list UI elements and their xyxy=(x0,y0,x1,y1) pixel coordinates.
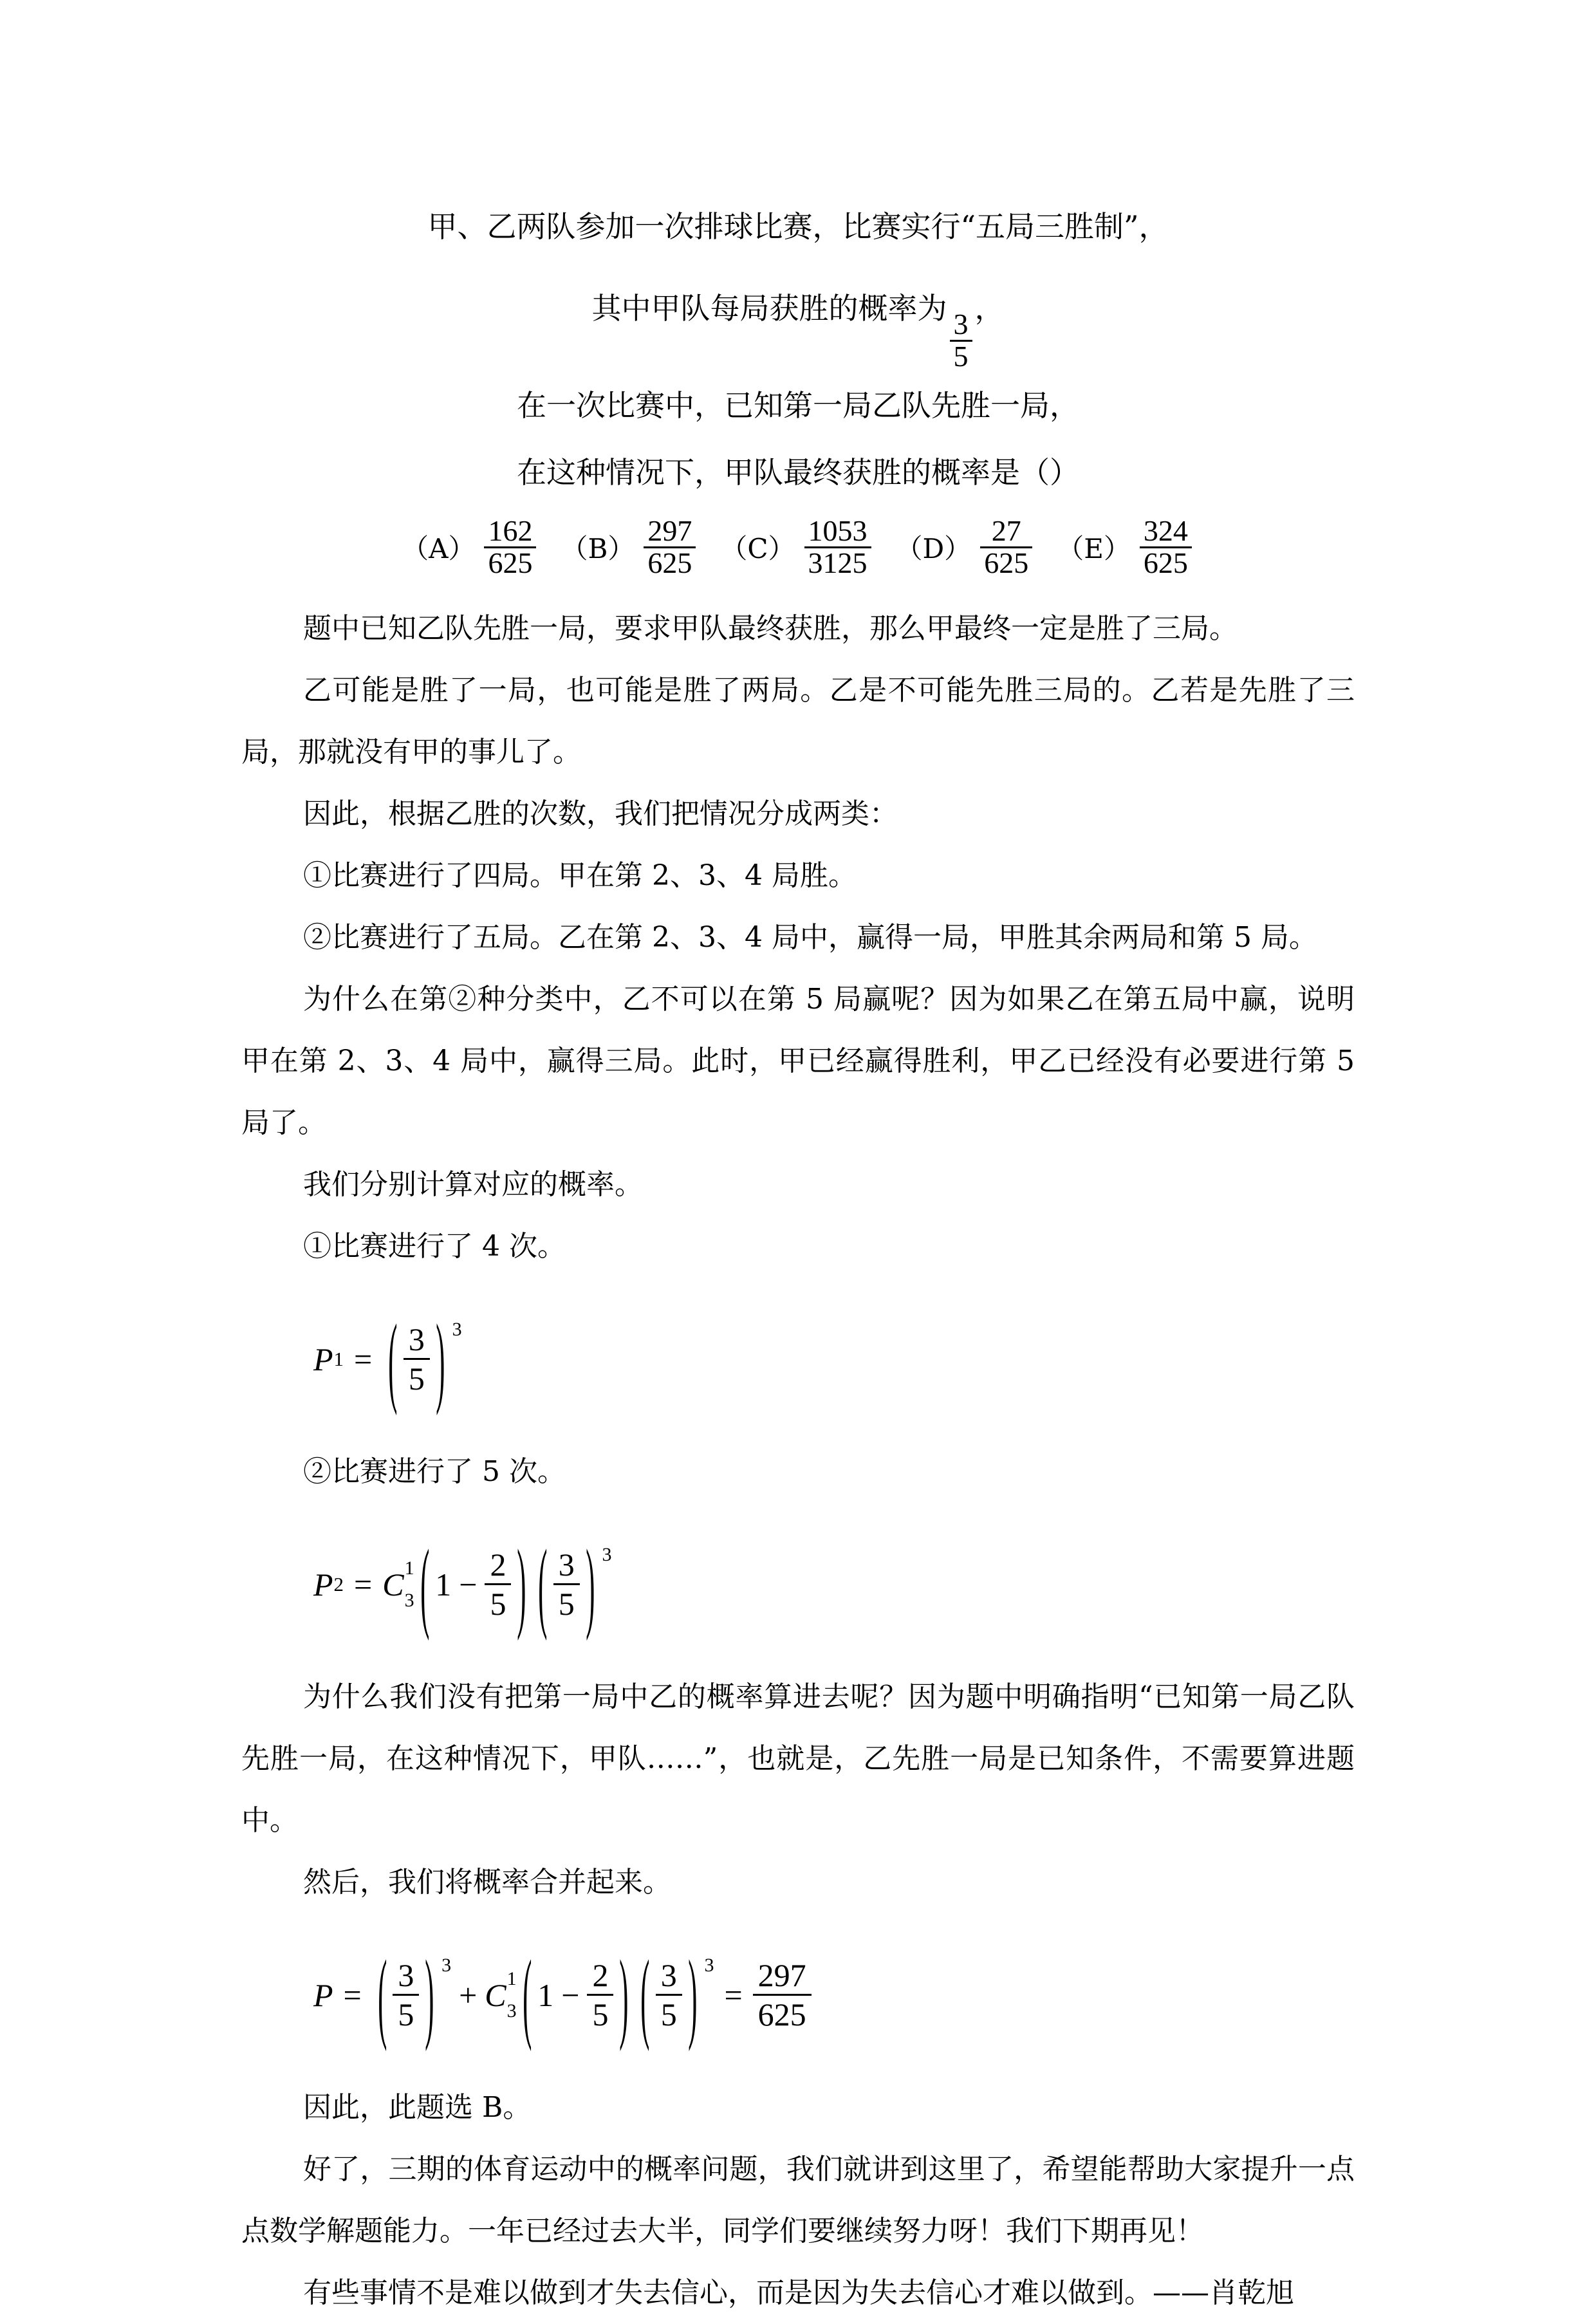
formula-p-result-fraction xyxy=(753,1958,812,2032)
formula-p2-one: 1 xyxy=(435,1566,452,1603)
formula-p-fraction-2 xyxy=(656,1958,682,2032)
formula-p-minus: − xyxy=(561,1976,580,2013)
formula-p-fraction-0-denominator: 5 xyxy=(393,1994,419,2032)
formula-p-combination xyxy=(485,1969,516,2021)
formula-p2-variable: P xyxy=(313,1566,333,1603)
formula-p1-fraction xyxy=(404,1323,430,1396)
option-d-label: （D） xyxy=(895,533,972,565)
formula-p2-minus: − xyxy=(459,1566,478,1603)
formula-p2-fraction-2 xyxy=(553,1548,580,1621)
paragraph-closing: 好了，三期的体育运动中的概率问题，我们就讲到这里了，希望能帮助大家提升一点点数学解题能力。一年已经过去大半，同学们要继续努力呀！我们下期再见！ xyxy=(241,2152,1355,2247)
formula-p2-c-indices xyxy=(405,1559,414,1610)
formula-p1-subscript: 1 xyxy=(333,1347,344,1370)
problem-statement xyxy=(241,193,1355,506)
formula-p-fraction-1-numerator: 2 xyxy=(592,1957,609,1993)
formula-p1-parenthesized xyxy=(382,1302,450,1416)
formula-p2-second-group xyxy=(532,1527,600,1641)
formula-p2-power-group xyxy=(532,1527,612,1641)
formula-p-equals-1: = xyxy=(343,1976,362,2013)
formula-p2-fraction-1 xyxy=(485,1548,511,1621)
left-paren-icon: ( xyxy=(377,1938,387,2052)
problem-line-1-text: 甲、乙两队参加一次排球比赛，比赛实行“五局三胜制”， xyxy=(427,209,1169,244)
formula-p2-c-lower: 3 xyxy=(404,1589,414,1611)
option-d-fraction xyxy=(980,516,1032,579)
paragraph-1: 题中已知乙队先胜一局，要求甲队最终获胜，那么甲最终一定是胜了三局。 xyxy=(303,611,1238,645)
option-b-fraction xyxy=(644,516,696,579)
formula-p-group-0 xyxy=(372,1938,440,2052)
right-paren-icon: ) xyxy=(517,1527,526,1641)
option-c-fraction xyxy=(804,516,871,579)
formula-p2-c-letter: C xyxy=(382,1566,404,1603)
paragraph-2: 乙可能是胜了一局，也可能是胜了两局。乙是不可能先胜三局的。乙若是先胜了三局，那就没有甲的事儿了。 xyxy=(241,673,1355,768)
formula-p-result-denominator: 625 xyxy=(753,1994,812,2032)
solution-body xyxy=(241,598,1355,2324)
problem-line-4-text: 在这种情况下，甲队最终获胜的概率是（） xyxy=(517,454,1079,490)
formula-p2-exponent: 3 xyxy=(602,1543,612,1565)
option-e-numerator: 324 xyxy=(1143,514,1188,547)
formula-p-equals-2: = xyxy=(724,1976,743,2013)
formula-p2-fraction-2-denominator: 5 xyxy=(553,1583,580,1621)
option-c[interactable] xyxy=(720,516,873,579)
paragraph-9: ②比赛进行了 5 次。 xyxy=(303,1455,566,1488)
paragraph-3: 因此，根据乙胜的次数，我们把情况分成两类： xyxy=(303,797,898,830)
formula-p1-equals: = xyxy=(354,1341,373,1377)
option-b-label: （B） xyxy=(561,533,635,565)
right-paren-icon: ) xyxy=(586,1527,595,1641)
paragraph-10: 为什么我们没有把第一局中乙的概率算进去呢？因为题中明确指明“已知第一局乙队先胜一局，在这种情况下，甲队……”，也就是，乙先胜一局是已知条件，不需要算进题中。 xyxy=(241,1680,1355,1837)
formula-p2-equals: = xyxy=(354,1566,373,1603)
probability-fraction xyxy=(950,307,972,373)
probability-fraction-denominator: 5 xyxy=(950,340,972,372)
option-c-denominator: 3125 xyxy=(804,546,871,579)
option-c-numerator: 1053 xyxy=(808,514,868,547)
option-e-denominator: 625 xyxy=(1140,546,1192,579)
formula-p-exponent-0: 3 xyxy=(441,1954,452,1976)
paragraph-case-1: ①比赛进行了四局。甲在第 2、3、4 局胜。 xyxy=(303,859,857,892)
formula-p1-exponent: 3 xyxy=(452,1318,462,1340)
paragraph-answer: 因此，此题选 B。 xyxy=(303,2090,532,2124)
paragraph-7: 我们分别计算对应的概率。 xyxy=(303,1167,643,1201)
option-a-fraction xyxy=(484,516,536,579)
problem-line-2 xyxy=(241,260,1355,372)
formula-p-one: 1 xyxy=(537,1976,554,2013)
formula-p-variable: P xyxy=(313,1976,333,2013)
formula-p1 xyxy=(313,1302,1355,1416)
right-paren-icon: ) xyxy=(436,1302,445,1416)
option-b-numerator: 297 xyxy=(647,514,692,547)
formula-p-c-indices xyxy=(507,1969,517,2021)
option-b-denominator: 625 xyxy=(644,546,696,579)
formula-p-fraction-0 xyxy=(393,1958,419,2032)
formula-p-fraction-0-numerator: 3 xyxy=(398,1957,414,1993)
formula-p1-numerator: 3 xyxy=(408,1321,425,1357)
formula-p-exponent-1: 3 xyxy=(704,1954,714,1976)
formula-p-result-numerator: 297 xyxy=(757,1957,806,1993)
option-e[interactable] xyxy=(1057,516,1194,579)
option-e-fraction xyxy=(1140,516,1192,579)
paragraph-case-2: ②比赛进行了五局。乙在第 2、3、4 局中，赢得一局，甲胜其余两局和第 5 局。 xyxy=(303,920,1317,954)
formula-p2-subscript: 2 xyxy=(333,1572,344,1595)
option-a[interactable] xyxy=(402,516,539,579)
formula-p-group-2 xyxy=(635,1938,703,2052)
formula-p-plus: + xyxy=(459,1976,478,2013)
right-paren-icon: ) xyxy=(619,1938,629,2052)
formula-p1-variable: P xyxy=(313,1341,333,1377)
option-d[interactable] xyxy=(896,516,1035,579)
option-d-numerator: 27 xyxy=(991,514,1021,547)
formula-p2-fraction-2-numerator: 3 xyxy=(558,1546,575,1583)
formula-p-fraction-1 xyxy=(587,1958,613,2032)
formula-p2 xyxy=(313,1527,1355,1641)
formula-p2-c-upper: 1 xyxy=(404,1557,414,1579)
right-paren-icon: ) xyxy=(688,1938,698,2052)
formula-p2-fraction-1-numerator: 2 xyxy=(490,1546,506,1583)
problem-line-3-text: 在一次比赛中，已知第一局乙队先胜一局， xyxy=(517,387,1079,423)
option-a-label: （A） xyxy=(402,533,476,565)
left-paren-icon: ( xyxy=(538,1527,548,1641)
option-a-numerator: 162 xyxy=(488,514,533,547)
option-c-label: （C） xyxy=(720,533,795,565)
formula-p2-first-group xyxy=(414,1527,533,1641)
closing-quote: 有些事情不是难以做到才失去信心，而是因为失去信心才难以做到。——肖乾旭 xyxy=(303,2276,1294,2309)
paragraph-8: ①比赛进行了 4 次。 xyxy=(303,1229,566,1263)
option-b[interactable] xyxy=(561,516,698,579)
formula-p2-fraction-1-denominator: 5 xyxy=(485,1583,511,1621)
problem-line-3 xyxy=(241,372,1355,439)
formula-p2-combination xyxy=(382,1559,414,1610)
left-paren-icon: ( xyxy=(388,1302,398,1416)
paragraph-6: 为什么在第②种分类中，乙不可以在第 5 局赢呢？因为如果乙在第五局中赢，说明甲在第 2、3、4 局中，赢得三局。此时，甲已经赢得胜利，甲乙已经没有必要进行第 5 局了。 xyxy=(241,982,1355,1139)
problem-line-2-suffix: ， xyxy=(974,291,1005,326)
formula-p1-denominator: 5 xyxy=(404,1358,430,1396)
formula-p-c-letter: C xyxy=(485,1976,506,2013)
probability-fraction-numerator: 3 xyxy=(953,307,969,340)
left-paren-icon: ( xyxy=(640,1938,650,2052)
left-paren-icon: ( xyxy=(420,1527,430,1641)
problem-line-1 xyxy=(241,193,1355,260)
formula-p-fraction-2-denominator: 5 xyxy=(656,1994,682,2032)
problem-line-2-prefix: 其中甲队每局获胜的概率为 xyxy=(591,291,947,326)
right-paren-icon: ) xyxy=(425,1938,434,2052)
problem-line-4 xyxy=(241,439,1355,506)
option-e-label: （E） xyxy=(1057,533,1131,565)
formula-p-total xyxy=(313,1938,1355,2052)
formula-p-power-group-1 xyxy=(372,1938,452,2052)
paragraph-11: 然后，我们将概率合并起来。 xyxy=(303,1865,671,1899)
left-paren-icon: ( xyxy=(522,1938,532,2052)
formula-p1-power-group xyxy=(382,1302,462,1416)
answer-options xyxy=(241,516,1355,579)
formula-p-c-upper: 1 xyxy=(506,1967,517,1989)
formula-p-fraction-2-numerator: 3 xyxy=(660,1957,677,1993)
option-a-denominator: 625 xyxy=(484,546,536,579)
formula-p-group-1 xyxy=(517,1938,635,2052)
formula-p-power-group-2 xyxy=(635,1938,714,2052)
formula-p-c-lower: 3 xyxy=(506,2000,517,2022)
option-d-denominator: 625 xyxy=(980,546,1032,579)
formula-p-fraction-1-denominator: 5 xyxy=(587,1994,613,2032)
